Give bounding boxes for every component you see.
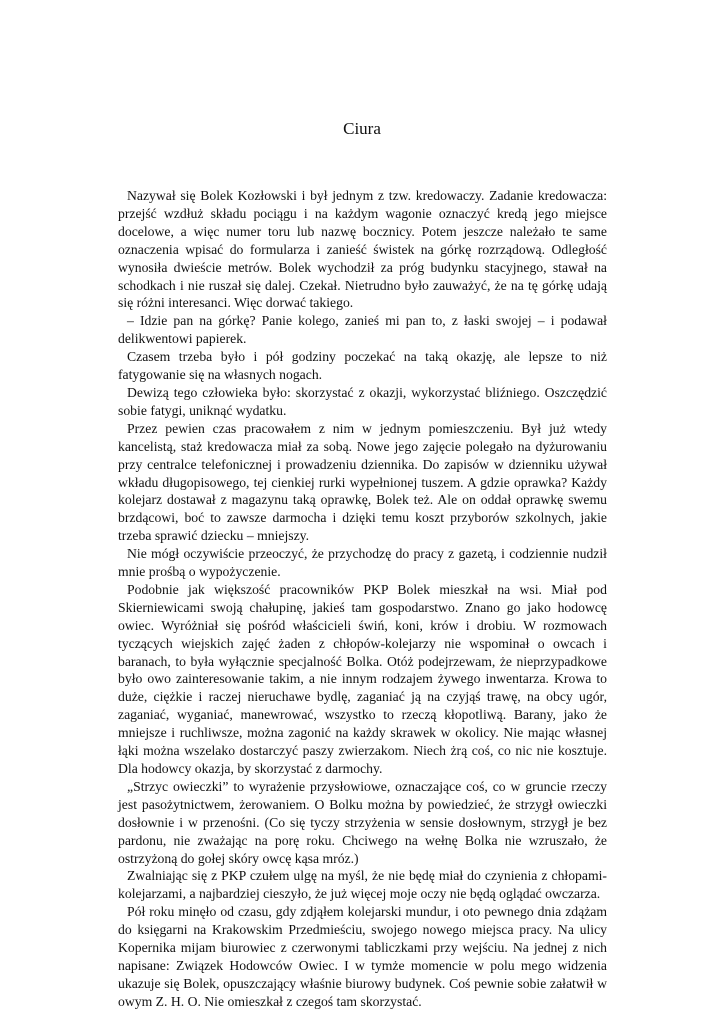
paragraph: Przez pewien czas pracowałem z nim w jednym pomieszczeniu. Był już wtedy kancelistą, staż kredowacza miał za sobą. Nowe jego zajęcie polegało na dyżurowaniu przy centralce telefonicznej i prowadzeniu dziennika. Do zapisów w dzienniku używał wkładu długopisowego, tej cienkiej rurki wypełnionej tuszem. A gdzie oprawka? Każdy kolejarz dostawał z magazynu taką oprawkę, Bolek też. Ale on oddał oprawkę swemu brzdącowi, boć to zawsze darmocha i dzięki temu koszt przyborów szkolnych, jakie trzeba sprawić dziecku – mniejszy. xyxy=(118,420,607,544)
paragraph: – Idzie pan na górkę? Panie kolego, zanieś mi pan to, z łaski swojej – i podawał delikwentowi papierek. xyxy=(118,313,607,347)
paragraph: Nazywał się Bolek Kozłowski i był jednym z tzw. kredowaczy. Zadanie kredowacza: przejść wzdłuż składu pociągu i na każdym wagonie oznaczyć kredą jego miejsce docelowe, a więc numer toru lub nazwę bocznicy. Potem jeszcze należało te same oznaczenia wpisać do formularza i zanieść świstek na górkę rozrządową. Odległość wynosiła dwieście metrów. Bolek wychodził za próg budynku stacyjnego, stawał na schodkach i nie ruszał się dalej. Czekał. Nietrudno było zauważyć, że na tę górkę udają się różni interesanci. Więc dorwać takiego. xyxy=(118,188,607,311)
paragraph: Podobnie jak większość pracowników PKP Bolek mieszkał na wsi. Miał pod Skierniewicami swoją chałupinę, jakieś tam gospodarstwo. Znano go jako hodowcę owiec. Wyróżniał się pośród właścicieli świń, koni, krów i drobiu. W rozmowach tyczących wiejskich zajęć żaden z chłopów-kolejarzy nie wspominał o owcach i baranach, to była wyłącznie specjalność Bolka. Otóż podejrzewam, że nieprzypadkowe było owo zainteresowanie takim, a nie innym rodzajem żywego inwentarza. Krowa to duże, ciężkie i raczej nieruchawe bydlę, zaganiać ją na czyjąś trawę, na obcy ugór, zaganiać, wyganiać, manewrować, wszystko to rzeczą kłopotliwą. Barany, jako że mniejsze i ruchliwsze, można zagonić na każdy skrawek w okolicy. Nie mając własnej łąki można wszelako dostarczyć paszy zwierzakom. Niech żrą coś, co nic nie kosztuje. Dla hodowcy okazja, by skorzystać z darmochy. xyxy=(118,581,607,776)
document-title: Ciura xyxy=(343,119,381,138)
paragraph: Zwalniając się z PKP czułem ulgę na myśl, że nie będę miał do czynienia z chłopami-kolejarzami, a najbardziej cieszyło, że już więcej moje oczy nie będą oglądać owczarza. xyxy=(118,868,607,902)
document-body xyxy=(118,187,607,1011)
paragraph: Dewizą tego człowieka było: skorzystać z okazji, wykorzystać bliźniego. Oszczędzić sobie fatygi, uniknąć wydatku. xyxy=(118,384,607,418)
paragraph: Nie mógł oczywiście przeoczyć, że przychodzę do pracy z gazetą, i codziennie nudził mnie prośbą o wypożyczenie. xyxy=(118,546,607,580)
paragraph: „Strzyc owieczki” to wyrażenie przysłowiowe, oznaczające coś, co w gruncie rzeczy jest pasożytnictwem, żerowaniem. O Bolku można by powiedzieć, że strzygł owieczki dosłownie i w przenośni. (Co się tyczy strzyżenia w sensie dosłownym, strzygł je bez pardonu, nie zważając na porę roku. Chciwego na wełnę Bolka nie wzruszało, że ostrzyżoną do gołej skóry owcę kąsa mróz.) xyxy=(118,778,607,866)
paragraph: Czasem trzeba było i pół godziny poczekać na taką okazję, ale lepsze to niż fatygowanie się na własnych nogach. xyxy=(118,349,607,383)
paragraph: Pół roku minęło od czasu, gdy zdjąłem kolejarski mundur, i oto pewnego dnia zdążam do księgarni na Krakowskim Przedmieściu, swojego nowego miejsca pracy. Na ulicy Kopernika mijam biurowiec z czerwonymi tabliczkami przy wejściu. Na jednej z nich napisane: Związek Hodowców Owiec. I w tymże momencie w polu mego widzenia ukazuje się Bolek, opuszczający właśnie biurowy budynek. Coś pewnie sobie załatwił w owym Z. H. O. Nie omieszkał z czegoś tam skorzystać. xyxy=(118,904,607,1009)
